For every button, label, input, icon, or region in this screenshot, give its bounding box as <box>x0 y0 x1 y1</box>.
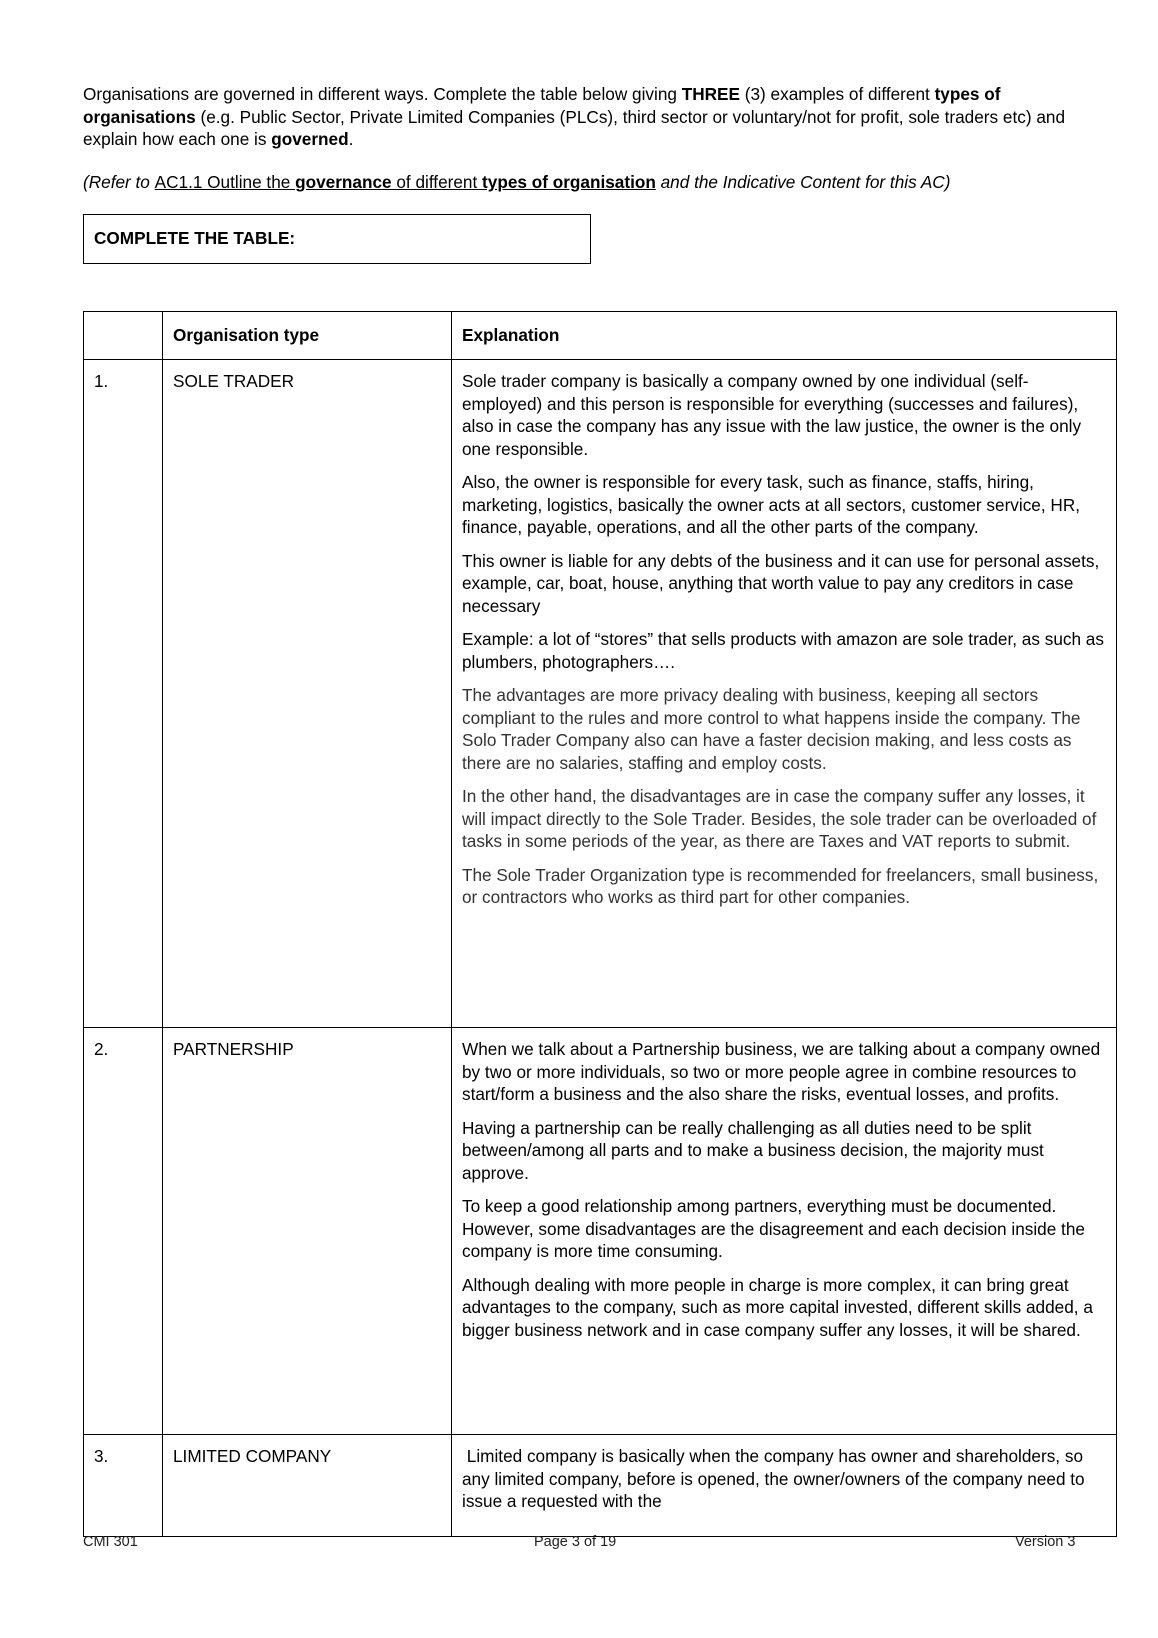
explanation-paragraph: Having a partnership can be really challenging as all duties need to be split between/among all parts and to make a business decision, the majority must approve. <box>462 1117 1044 1183</box>
organisation-type-cell: SOLE TRADER <box>163 360 452 1028</box>
table-row <box>84 360 1117 1028</box>
header-explanation: Explanation <box>452 312 1117 360</box>
reference-note <box>83 171 1083 194</box>
organisation-type-cell: LIMITED COMPANY <box>163 1435 452 1537</box>
instructions-text: (3) examples of different <box>740 84 935 104</box>
explanation-cell <box>452 1435 1117 1537</box>
table-header-row <box>84 312 1117 360</box>
complete-table-box <box>83 214 591 264</box>
instructions-bold-three: THREE <box>681 84 740 104</box>
header-organisation-type: Organisation type <box>163 312 452 360</box>
explanation-paragraph: Also, the owner is responsible for every task, such as finance, staffs, hiring, marketing, logistics, basically the owner acts at all sectors, customer service, HR, finance, payable, operations, and all the other parts of the company. <box>462 472 1081 537</box>
reference-types: types of organisation <box>482 172 656 192</box>
instructions-text: (e.g. Public Sector, Private Limited Companies (PLCs), third sector or voluntary/not for profit, sole traders etc) and explain how each one is <box>83 106 1065 149</box>
instructions-bold-types: types of organisations <box>83 84 1001 127</box>
explanation-cell <box>452 1028 1117 1435</box>
explanation-paragraph: Although dealing with more people in charge is more complex, it can bring great advantages to the company, such as more capital invested, different skills added, a bigger business network and in case company suffer any losses, it will be shared. <box>462 1274 1093 1340</box>
explanation-cell <box>452 360 1117 1028</box>
organisation-table <box>83 311 1117 1537</box>
instructions-text: . <box>348 129 354 149</box>
reference-of-different: of different <box>391 172 483 192</box>
organisation-type-cell: PARTNERSHIP <box>163 1028 452 1435</box>
footer-version: Version 3 <box>1015 1534 1076 1550</box>
explanation-paragraph: Limited company is basically when the company has owner and shareholders, so any limited company, before is opened, the owner/owners of the company need to issue a requested with the <box>462 1446 1090 1511</box>
explanation-paragraph: Sole trader company is basically a company owned by one individual (self-employed) and this person is responsible for everything (successes and failures), also in case the company has any issue with the law justice, the owner is the only one responsible. <box>462 371 1082 459</box>
reference-open: (Refer to <box>83 172 155 192</box>
reference-governance: governance <box>295 172 392 192</box>
header-number <box>84 312 163 360</box>
instructions-paragraph <box>83 83 1073 151</box>
complete-table-label: COMPLETE THE TABLE: <box>94 228 296 248</box>
row-number: 2. <box>84 1028 163 1435</box>
explanation-paragraph: The Sole Trader Organization type is recommended for freelancers, small business, or contractors who works as third part for other companies. <box>462 864 1099 907</box>
explanation-paragraph: In the other hand, the disadvantages are in case the company suffer any losses, it will impact directly to the Sole Trader. Besides, the sole trader can be overloaded of tasks in some periods of the year, as there are Taxes and VAT reports to submit. <box>462 786 1097 851</box>
instructions-bold-governed: governed <box>271 129 349 149</box>
table-row <box>84 1028 1117 1435</box>
reference-link <box>155 172 656 192</box>
reference-ac-text: AC1.1 Outline the <box>154 172 296 192</box>
table-row <box>84 1435 1117 1537</box>
explanation-paragraph: When we talk about a Partnership business, we are talking about a company owned by two or more individuals, so two or more people agree in combine resources to start/form a business and the also share the risks, eventual losses, and profits. <box>462 1039 1101 1104</box>
explanation-paragraph: To keep a good relationship among partners, everything must be documented. However, some disadvantages are the disagreement and each decision inside the company is more time consuming. <box>462 1196 1085 1261</box>
explanation-paragraph: This owner is liable for any debts of the business and it can use for personal assets, example, car, boat, house, anything that worth value to pay any creditors in case necessary <box>462 550 1100 616</box>
explanation-paragraph: Example: a lot of “stores” that sells products with amazon are sole trader, as such as plumbers, photographers…. <box>462 629 1104 672</box>
footer-course-code: CMI 301 <box>83 1534 138 1550</box>
explanation-paragraph: The advantages are more privacy dealing with business, keeping all sectors compliant to the rules and more control to what happens inside the company. The Solo Trader Company also can have a faster decision making, and less costs as there are no salaries, staffing and employ costs. <box>462 685 1081 773</box>
reference-close: and the Indicative Content for this AC) <box>655 172 951 192</box>
row-number: 3. <box>84 1435 163 1537</box>
row-number: 1. <box>84 360 163 1028</box>
instructions-text: Organisations are governed in different ways. Complete the table below giving <box>83 84 682 104</box>
footer-page-number: Page 3 of 19 <box>534 1534 617 1550</box>
